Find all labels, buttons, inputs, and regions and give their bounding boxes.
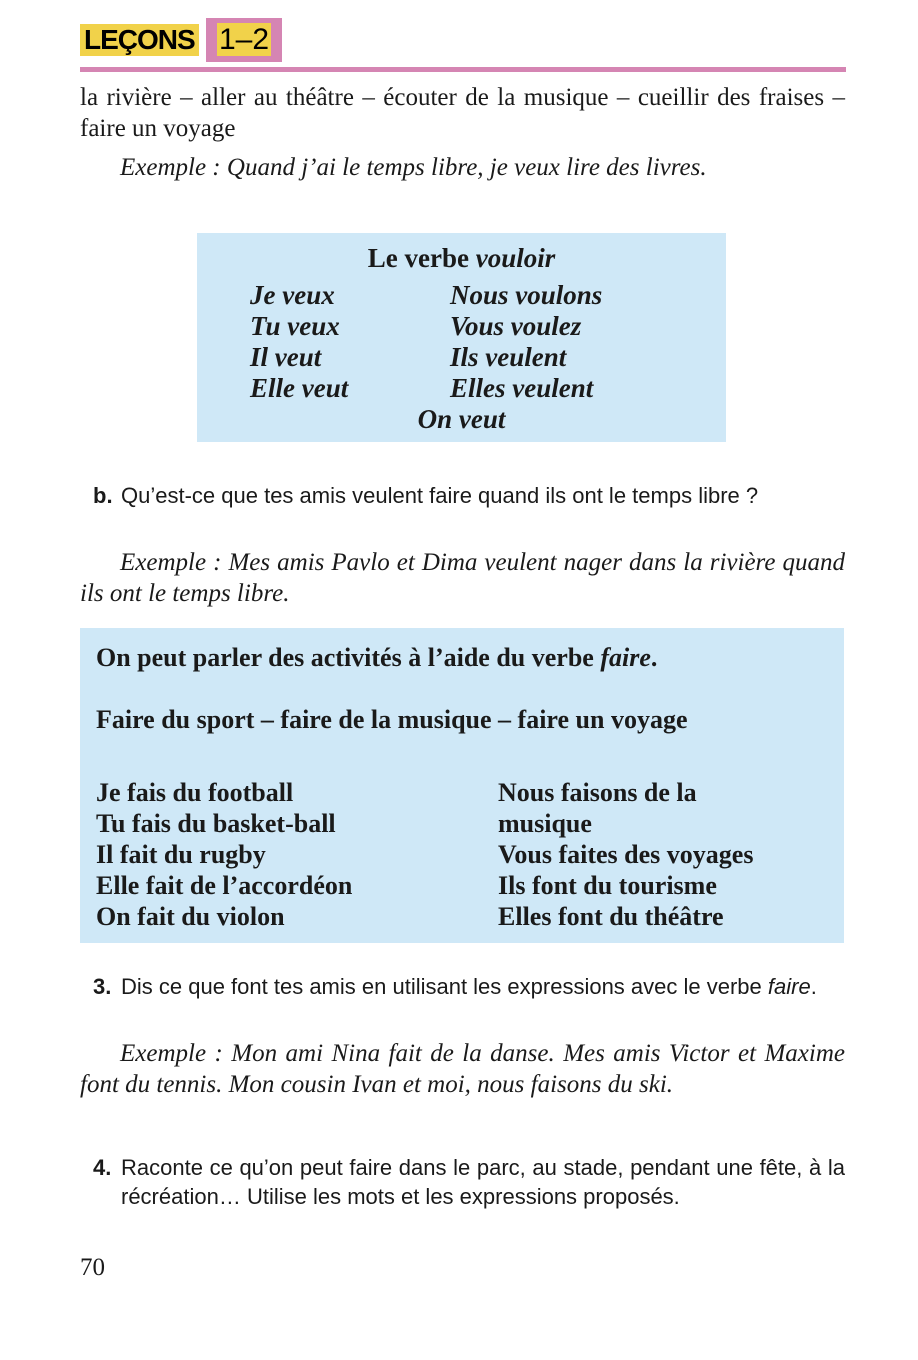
vouloir-conjugation-box [197, 233, 726, 442]
faire-left-4: Elle fait de l’accordéon [96, 871, 353, 900]
vouloir-right-3: Ils veulent [450, 342, 567, 372]
task-3-text [121, 972, 845, 1001]
task-3 [93, 972, 845, 1001]
vouloir-left-3: Il veut [250, 342, 322, 372]
example-3: Exemple : Mon ami Nina fait de la danse. Mes amis Victor et Maxime font du tennis. Mon cousin Ivan et moi, nous faisons du ski. [80, 1040, 845, 1098]
faire-intro-after: . [650, 643, 658, 672]
faire-left-5: On fait du violon [96, 902, 285, 931]
lesson-numbers-text: 1–2 [218, 23, 270, 56]
vouloir-right-4: Elles veulent [450, 373, 594, 403]
task-b [93, 481, 845, 510]
task-3-text-before: Dis ce que font tes amis en utilisant les expressions avec le verbe [121, 974, 762, 999]
task-b-number: b. [93, 483, 113, 508]
task-3-number: 3. [93, 974, 112, 999]
vouloir-right-2: Vous voulez [450, 311, 582, 341]
vouloir-bottom: On veut [417, 404, 506, 434]
vouloir-left-1: Je veux [250, 280, 335, 310]
lesson-numbers [206, 18, 282, 62]
example-2: Exemple : Mes amis Pavlo et Dima veulent nager dans la rivière quand ils ont le temps libre. [80, 549, 845, 607]
task-3-text-verb: faire [767, 974, 811, 999]
faire-left-1: Je fais du football [96, 778, 294, 807]
faire-examples-line: Faire du sport – faire de la musique – faire un voyage [96, 705, 688, 734]
task-4 [93, 1153, 845, 1211]
faire-left-2: Tu fais du basket-ball [96, 809, 336, 838]
faire-right-3: Vous faites des voyages [498, 840, 754, 869]
faire-right-4: Ils font du tourisme [498, 871, 717, 900]
faire-right-2: musique [498, 809, 592, 838]
task-4-number: 4. [93, 1155, 112, 1180]
task-4-text: Raconte ce qu’on peut faire dans le parc, au stade, pendant une fête, à la récréation… Utilise les mots et les expressions proposés. [121, 1155, 845, 1209]
example-1: Exemple : Quand j’ai le temps libre, je veux lire des livres. [120, 154, 707, 181]
vouloir-right-1: Nous voulons [450, 280, 603, 310]
vouloir-left-4: Elle veut [250, 373, 349, 403]
faire-intro-verb: faire [600, 643, 651, 672]
faire-intro [96, 642, 828, 673]
faire-right-5: Elles font du théâtre [498, 902, 724, 931]
faire-info-box [80, 628, 844, 943]
intro-text: la rivière – aller au théâtre – écouter de la musique – cueillir des fraises – faire un voyage [80, 84, 845, 142]
faire-intro-before: On peut parler des activités à l’aide du verbe [96, 643, 594, 672]
page-number: 70 [80, 1254, 105, 1281]
vouloir-title-verb: vouloir [475, 243, 556, 273]
header-rule [80, 67, 846, 72]
vouloir-title-main: Le verbe [367, 243, 469, 273]
faire-right-1: Nous faisons de la [498, 778, 697, 807]
vouloir-title [197, 241, 726, 275]
vouloir-left-2: Tu veux [250, 311, 340, 341]
lessons-label: LEÇONS [80, 24, 199, 56]
task-3-text-after: . [810, 974, 817, 999]
task-b-text: Qu’est-ce que tes amis veulent faire quand ils ont le temps libre ? [121, 483, 759, 508]
faire-left-3: Il fait du rugby [96, 840, 266, 869]
